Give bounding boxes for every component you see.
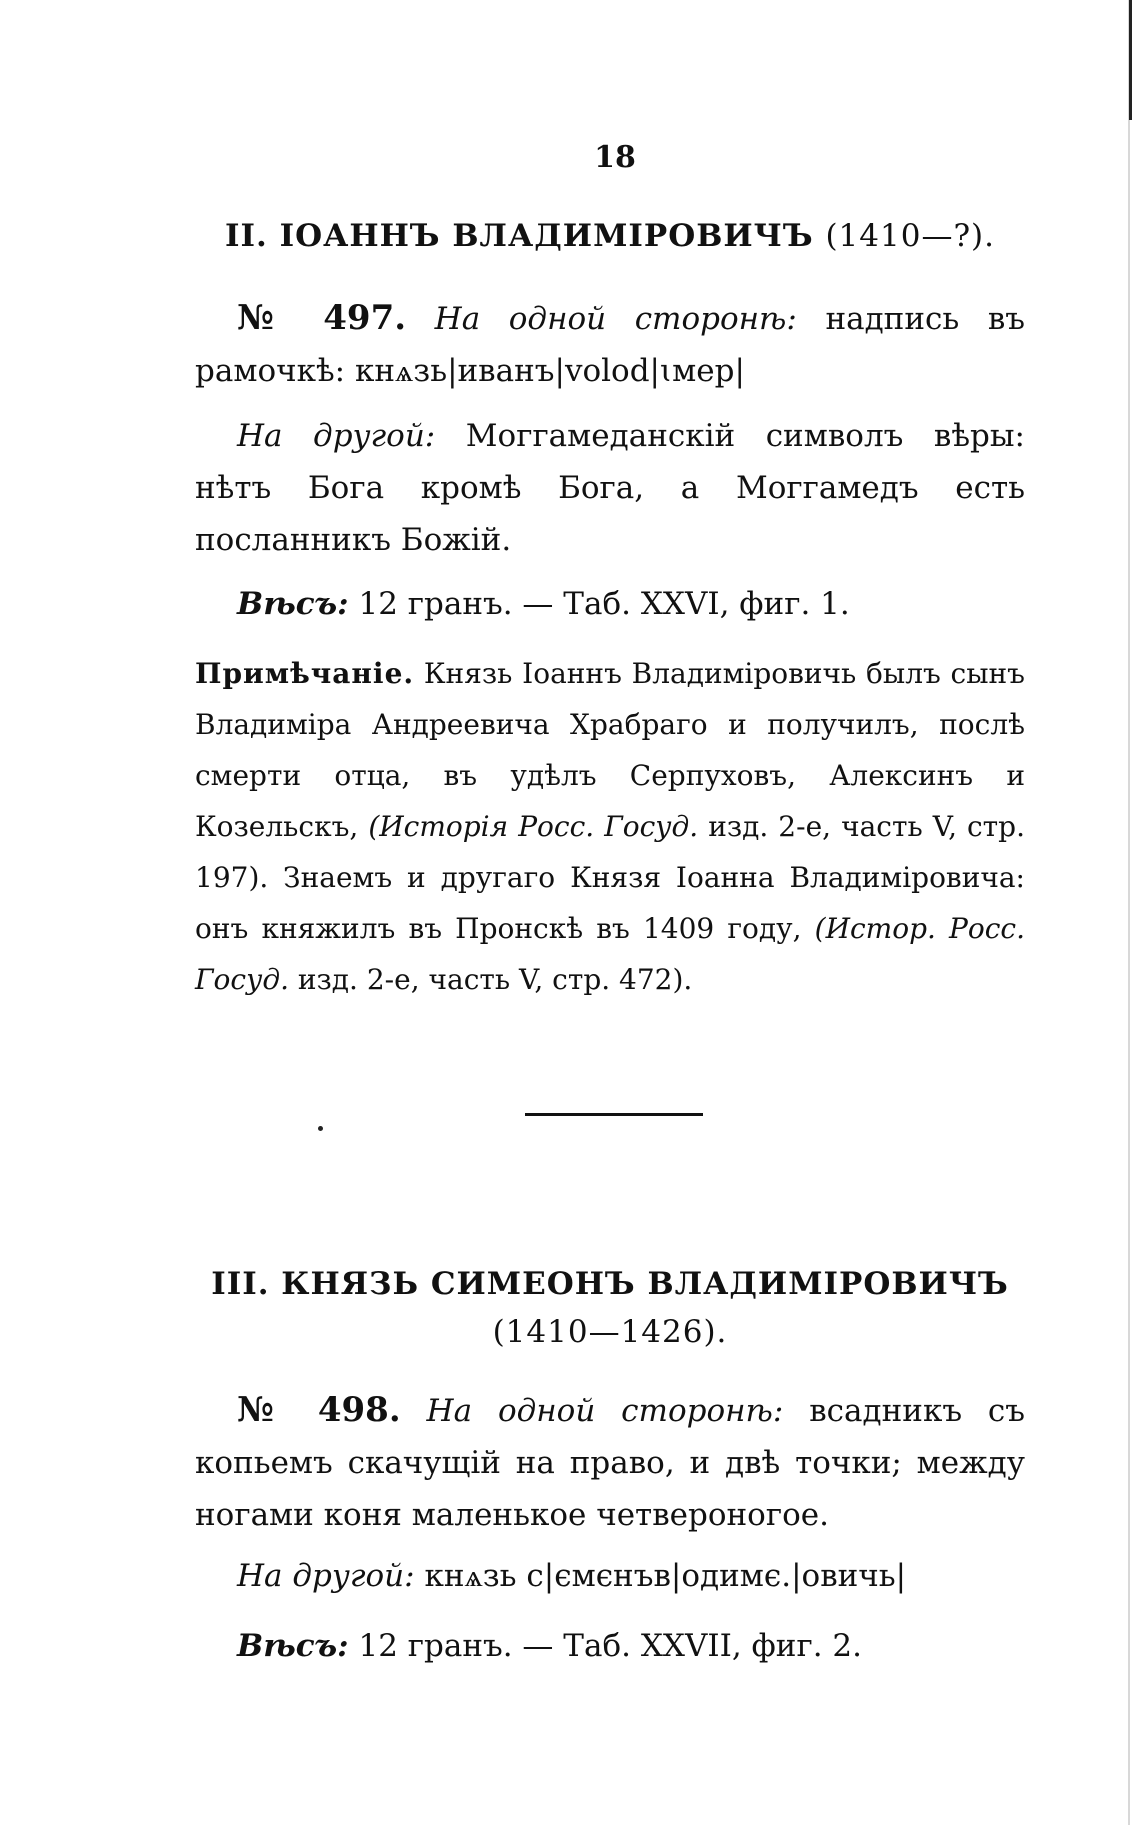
coin-497-weight-label: Вѣсъ: [237, 586, 349, 622]
note-text-3: изд. 2-е, часть V, стр. 472). [297, 963, 693, 996]
section-separator [525, 1113, 703, 1116]
coin-498-reverse [195, 1550, 1025, 1602]
section-3-heading [195, 1260, 1025, 1356]
coin-498-reverse-text: кнѧзь с|ємєнъв|одимє.|овичь| [424, 1558, 907, 1594]
page-number: 18 [594, 140, 636, 175]
coin-497-obverse-label: На одной сторонѣ: [434, 301, 797, 337]
coin-497-number: № 497. [237, 298, 407, 338]
coin-497-reverse-text: Моггамеданскій символъ вѣры: нѣтъ Бога кромѣ Бога, а Моггамедъ есть посланникъ Божій. [195, 418, 1025, 558]
coin-498 [195, 1384, 1025, 1541]
coin-498-weight [195, 1620, 1025, 1672]
note [195, 648, 1025, 1005]
coin-497-weight [195, 578, 1025, 630]
page-edge-mark [1129, 0, 1132, 120]
coin-498-obverse-text: всадникъ съ копьемъ скачущій на право, и двѣ точки; между ногами коня маленькое четвероногое. [195, 1393, 1026, 1533]
section-2-title: II. ІОАННЪ ВЛАДИМІРОВИЧЪ [224, 218, 814, 254]
section-3-dates: (1410—1426). [492, 1314, 728, 1350]
coin-498-reverse-label: На другой: [237, 1558, 415, 1594]
coin-497-obverse [195, 292, 1025, 397]
coin-497-reverse-block [195, 410, 1025, 566]
note-ref-1: (Исторія Росс. Госуд. [368, 810, 699, 843]
coin-497-obverse-text: надпись въ рамочкѣ: кнѧзь|иванъ|volod|ꙇмер| [195, 301, 1026, 389]
note-label: Примѣчаніе. [195, 657, 415, 690]
coin-498-weight-text: 12 гранъ. — Таб. XXVII, фиг. 2. [358, 1628, 862, 1664]
coin-497-weight-block [195, 578, 1025, 630]
note-text-1: Князь Іоаннъ Владиміровичь былъ сынъ Владиміра Андреевича Храбраго и получилъ, послѣ смерти отца, въ удѣлъ Серпуховъ, Алексинъ и Козельскъ, [195, 657, 1025, 843]
section-3-title: III. КНЯЗЬ СИМЕОНЪ ВЛАДИМІРОВИЧЪ [211, 1266, 1009, 1302]
coin-498-reverse-block [195, 1550, 1025, 1602]
coin-498-obverse-label: На одной сторонѣ: [426, 1393, 784, 1429]
section-2-heading [195, 212, 1025, 260]
section-3 [195, 1260, 1025, 1356]
coin-498-weight-label: Вѣсъ: [237, 1628, 349, 1664]
coin-497 [195, 292, 1025, 397]
coin-498-obverse [195, 1384, 1025, 1541]
section-2 [195, 212, 1025, 260]
coin-497-weight-text: 12 гранъ. — Таб. XXVI, фиг. 1. [358, 586, 850, 622]
coin-497-reverse-label: На другой: [237, 418, 436, 454]
print-speck [318, 1126, 323, 1131]
coin-498-weight-block [195, 1620, 1025, 1672]
page-edge-line [1128, 0, 1130, 1825]
coin-498-number: № 498. [237, 1390, 401, 1430]
note-block [195, 648, 1025, 1005]
note-text-2: изд. 2-е, часть V, стр. 197). Знаемъ и другаго Князя Іоанна Владиміровича: онъ княжилъ въ Пронскѣ въ 1409 году, [195, 810, 1025, 945]
section-2-dates: (1410—?). [825, 218, 996, 254]
coin-497-reverse [195, 410, 1025, 566]
note-ref-2: (Истор. Росс. Госуд. [195, 912, 1025, 996]
